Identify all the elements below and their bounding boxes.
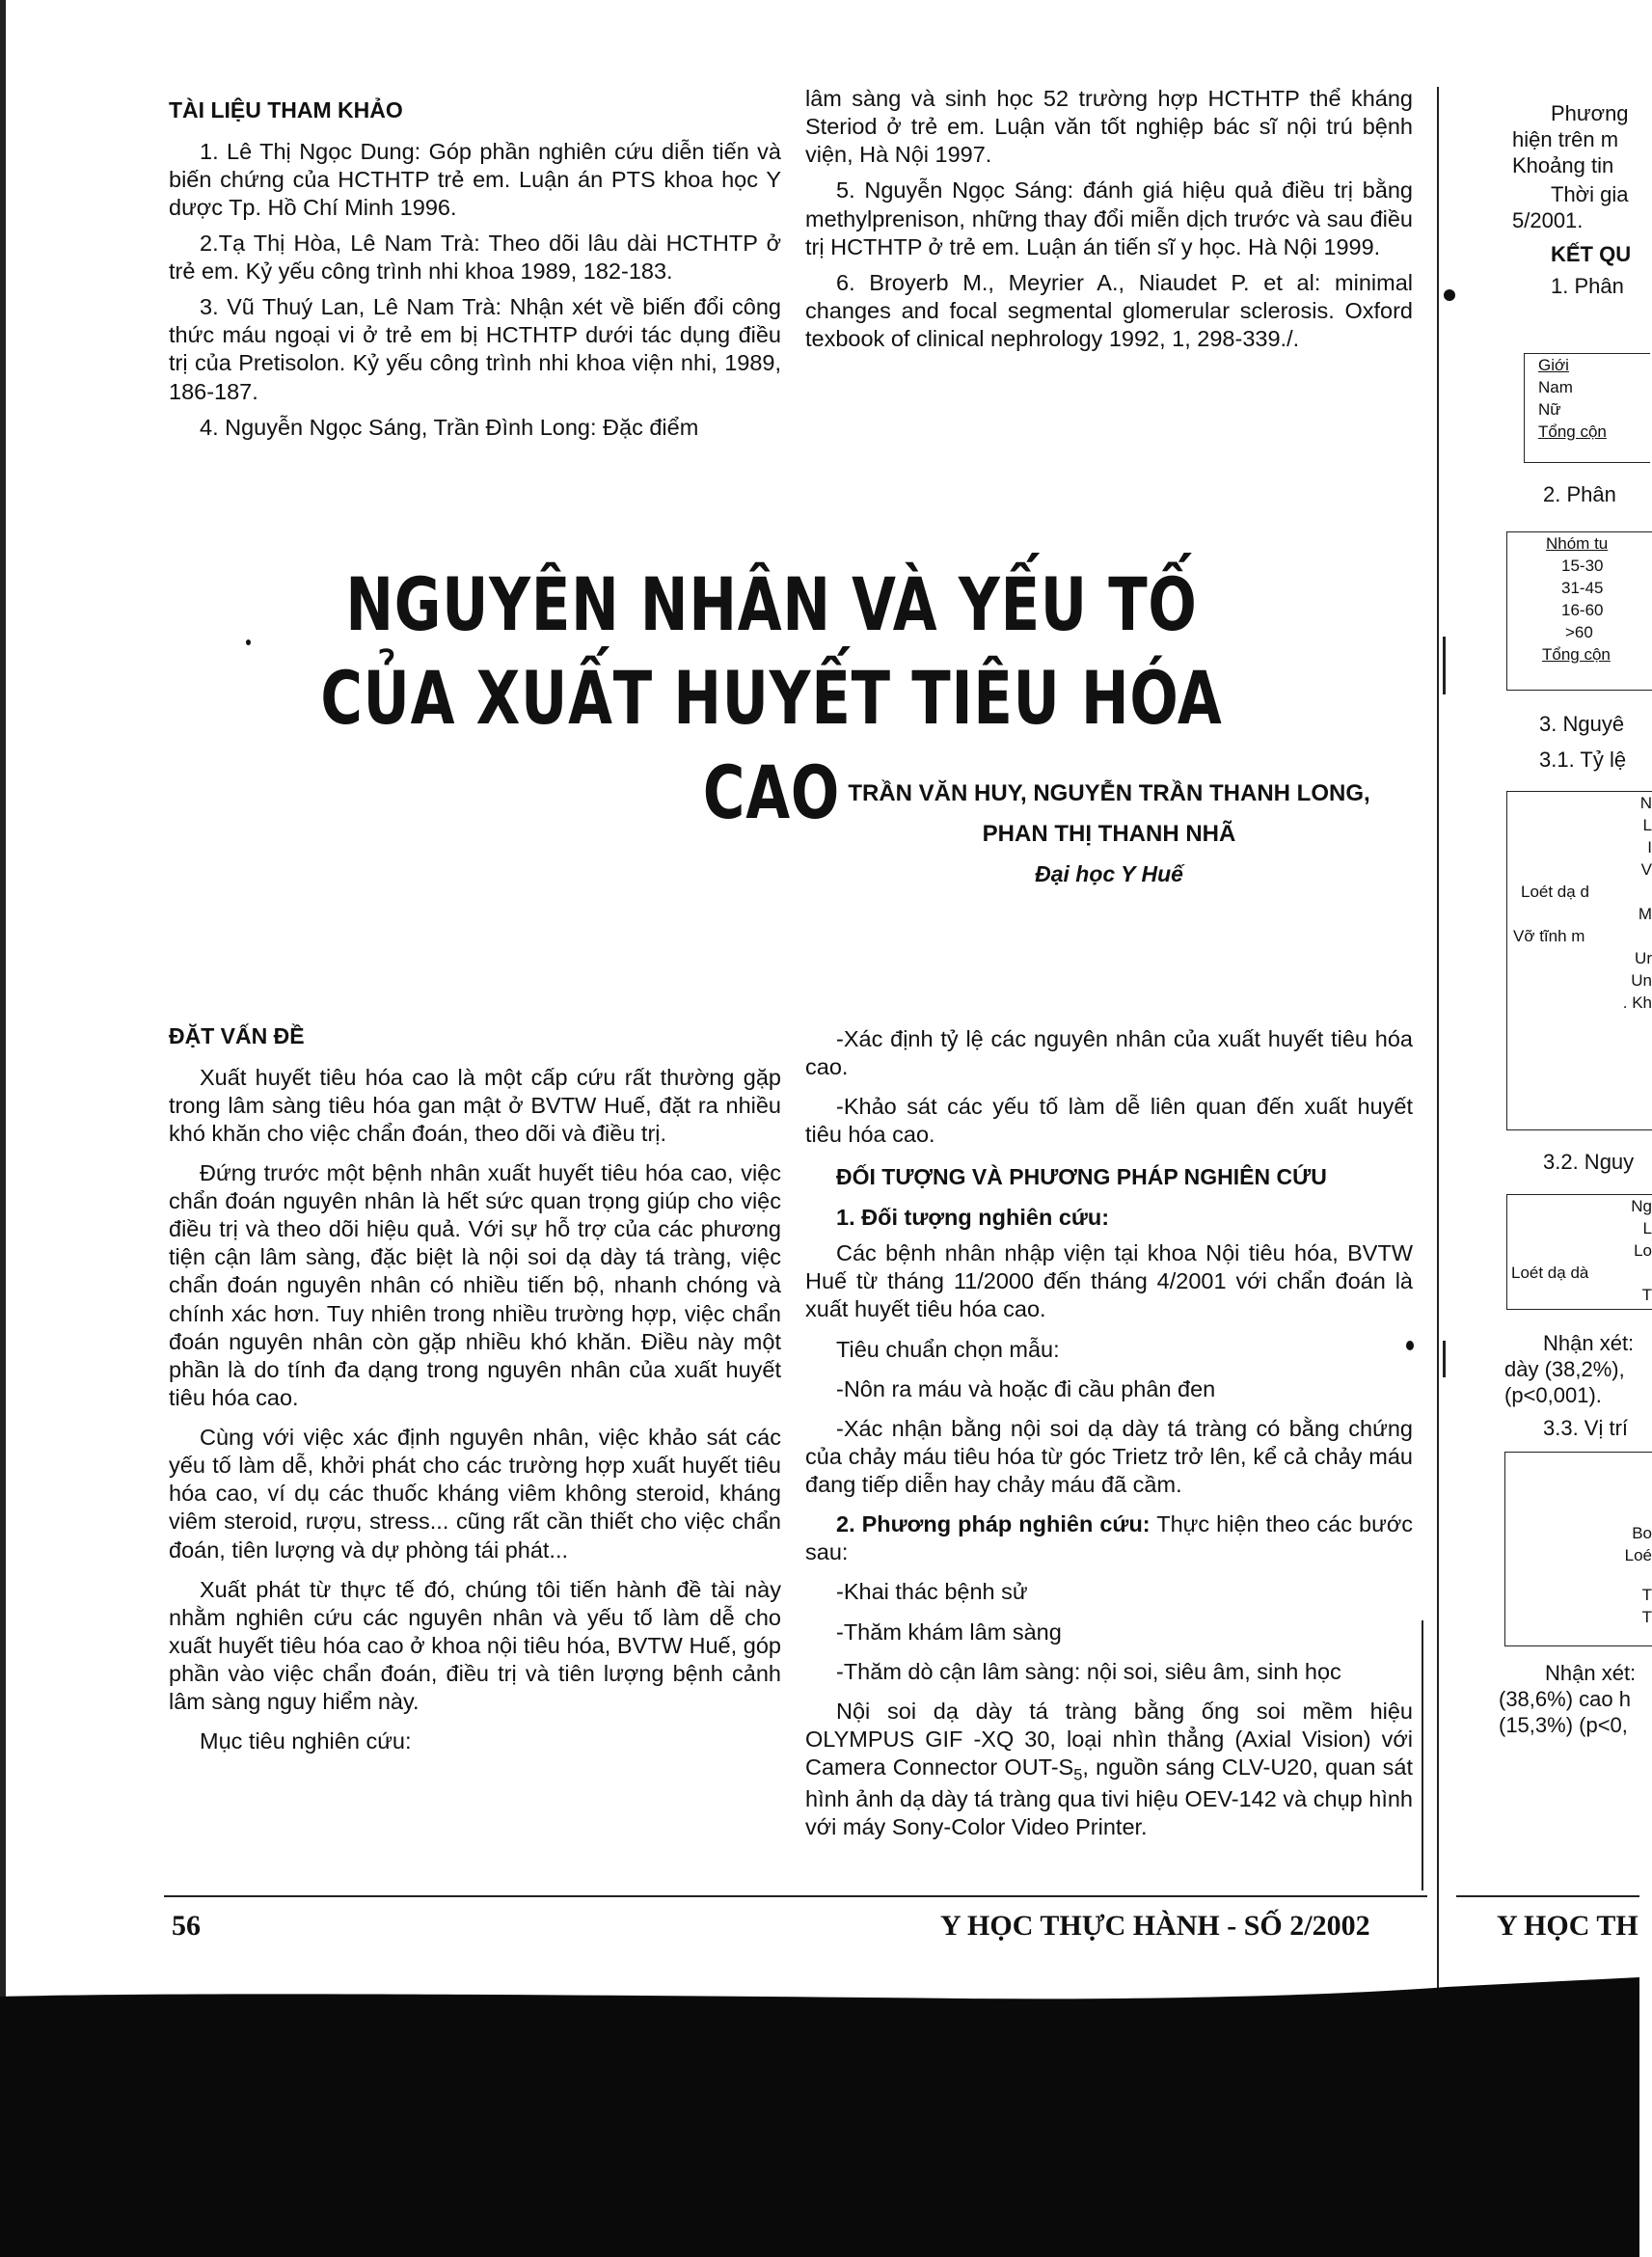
- endoscopy-paragraph: [805, 1698, 1413, 1842]
- authors-line-1: TRẦN VĂN HUY, NGUYỄN TRẦN THANH LONG,: [848, 780, 1370, 806]
- table-cell: L: [1642, 1218, 1652, 1237]
- table-cell: Tổng cộn: [1542, 644, 1611, 664]
- fragment-line: (p<0,001).: [1504, 1382, 1602, 1407]
- fragment-line: Nhận xét:: [1543, 1331, 1635, 1355]
- methods-subheading-2-text: Thực hiện theo các bước sau:: [805, 1511, 1413, 1565]
- journal-name: Y HỌC THỰC HÀNH - SỐ 2/2002: [940, 1910, 1370, 1942]
- table-cell: L: [1642, 815, 1652, 834]
- table-cell: V: [1640, 859, 1652, 879]
- table-cell: Loé: [1624, 1545, 1652, 1564]
- references-right-column: [805, 85, 1413, 361]
- fragment-notes-2: [1499, 1661, 1649, 1738]
- scan-speck: [246, 639, 251, 645]
- fragment-notes-1: [1504, 1331, 1649, 1442]
- body-paragraph: Mục tiêu nghiên cứu:: [200, 1728, 412, 1754]
- scan-speck: [1406, 1341, 1414, 1350]
- table-cell: >60: [1565, 622, 1593, 641]
- fragment-line: 3.2. Nguy: [1543, 1150, 1635, 1174]
- methods-column: [805, 1025, 1413, 1853]
- reference-item: 5. Nguyễn Ngọc Sáng: đánh giá hiệu quả điều trị bằng methylprenison, những thay đổi miễn dịch trước và sau điều trị HCTHTP ở trẻ em. Luận án tiến sĩ y học. Hà Nội 1999.: [805, 177, 1413, 259]
- table-cell: 31-45: [1561, 578, 1604, 597]
- fragment-line: (38,6%) cao h: [1499, 1686, 1631, 1711]
- reference-item: lâm sàng và sinh học 52 trường hợp HCTHTP thể kháng Steriod ở trẻ em. Luận văn tốt nghiệp bác sĩ nội trú bệnh viện, Hà Nội 1997.: [805, 86, 1413, 168]
- references-left-column: [169, 96, 781, 449]
- fragment-line: Khoảng tin: [1512, 152, 1614, 177]
- fragment-table-age: [1506, 531, 1652, 691]
- endoscopy-text-b: , nguồn sáng CLV-U20, quan sát hình ảnh dạ dày tá tràng qua tivi hiệu OEV-142 và chụp hình với máy Sony-Color Video Printer.: [805, 1754, 1414, 1840]
- fragment-line: 3.3. Vị trí: [1543, 1416, 1629, 1441]
- fragment-line-block: [1543, 1150, 1649, 1176]
- table-cell: T: [1641, 1285, 1652, 1304]
- reference-item: 4. Nguyễn Ngọc Sáng, Trần Đình Long: Đặc điểm: [200, 414, 699, 440]
- fragment-line: 3.1. Tỷ lệ: [1539, 747, 1627, 772]
- fragment-line-block: [1539, 712, 1649, 774]
- fragment-line: Thời gia: [1551, 182, 1629, 207]
- fragment-line: (15,3%) (p<0,: [1499, 1712, 1628, 1737]
- step-item: -Thăm khám lâm sàng: [836, 1618, 1062, 1645]
- footer-rule: [164, 1895, 1427, 1897]
- criteria-item: -Xác nhận bằng nội soi dạ dày tá tràng có bằng chứng của chảy máu tiêu hóa từ góc Trietz trở lên, kể cả chảy máu đang tiếp diễn hay chảy máu đã cầm.: [805, 1415, 1413, 1498]
- table-cell: Nhóm tu: [1546, 533, 1609, 553]
- objective-item: -Xác định tỷ lệ các nguyên nhân của xuất huyết tiêu hóa cao.: [805, 1026, 1413, 1080]
- table-cell: Bo: [1632, 1523, 1652, 1542]
- body-paragraph: Cùng với việc xác định nguyên nhân, việc khảo sát các yếu tố làm dễ, khởi phát cho các trường hợp xuất huyết tiêu hóa cao, ví dụ các thuốc kháng viêm không steroid, kháng viêm steroid, rượu, stress... cũng rất cần thiết cho việc chẩn đoán, tiên lượng và dự phòng tái phát...: [169, 1425, 781, 1563]
- body-paragraph: Xuất phát từ thực tế đó, chúng tôi tiến hành đề tài này nhằm nghiên cứu các nguyên nhân và yếu tố làm dễ cho xuất huyết tiêu hóa cao ở khoa nội tiêu hóa, BVTW Huế, góp phần vào việc chẩn đoán, điều trị và tiên lượng bệnh cảnh lâm sàng nguy hiểm này.: [169, 1576, 781, 1715]
- table-cell: Tổng cộn: [1538, 421, 1607, 441]
- affiliation: Đại học Y Huế: [1035, 861, 1183, 886]
- endoscopy-text-a: Nội soi dạ dày tá tràng bằng ống soi mềm hiệu OLYMPUS GIF -XQ 30, loại nhìn thẳng (Axial Vision) với Camera Connector OUT-S: [805, 1698, 1413, 1781]
- table-cell: 16-60: [1561, 600, 1604, 619]
- scan-edge-bottom: [0, 1939, 1639, 2016]
- fragment-line: 5/2001.: [1512, 208, 1584, 233]
- reference-item: 1. Lê Thị Ngọc Dung: Góp phần nghiên cứu diễn tiến và biến chứng của HCTHTP trẻ em. Luận án PTS khoa học Y dược Tp. Hồ Chí Minh 1996.: [169, 138, 781, 220]
- table-cell: Loét dạ d: [1521, 882, 1589, 901]
- fragment-table-sex: [1524, 353, 1650, 463]
- table-cell: T: [1641, 1585, 1652, 1604]
- table-cell: Giới: [1538, 355, 1569, 374]
- criteria-item: -Nôn ra máu và hoặc đi cầu phân đen: [836, 1375, 1216, 1401]
- body-paragraph: Các bệnh nhân nhập viện tại khoa Nội tiêu hóa, BVTW Huế từ tháng 11/2000 đến tháng 4/2001 với chẩn đoán là xuất huyết tiêu hóa cao.: [805, 1240, 1413, 1322]
- table-cell: Loét dạ dà: [1511, 1263, 1589, 1282]
- table-cell: Nam: [1538, 377, 1573, 396]
- intro-heading: ĐẶT VẤN ĐỀ: [169, 1023, 305, 1048]
- table-cell: Vỡ tĩnh m: [1513, 926, 1585, 945]
- fragment-line: dày (38,2%),: [1504, 1356, 1625, 1381]
- fragment-line: 2. Phân: [1543, 482, 1616, 506]
- author-block: [805, 774, 1413, 893]
- fragment-heading: KẾT QU: [1551, 242, 1632, 267]
- adjacent-page-fragment: [1512, 101, 1647, 300]
- endoscopy-subscript: 5: [1073, 1766, 1083, 1784]
- authors-line-2: PHAN THỊ THANH NHÃ: [982, 821, 1236, 847]
- table-cell: 15-30: [1561, 556, 1604, 575]
- reference-item: 3. Vũ Thuý Lan, Lê Nam Trà: Nhận xét về biến đổi công thức máu ngoại vi ở trẻ em bị HCTHTP dưới tác dụng điều trị của Pretisolon. Kỷ yếu công trình nhi khoa viện nhi, 1989, 186-187.: [169, 294, 781, 404]
- references-heading: TÀI LIỆU THAM KHẢO: [169, 97, 403, 122]
- gutter-mark: [1443, 637, 1446, 694]
- body-paragraph: Xuất huyết tiêu hóa cao là một cấp cứu rất thường gặp trong lâm sàng tiêu hóa gan mật ở BVTW Huế, đặt ra nhiều khó khăn cho việc chẩn đoán, theo dõi và điều trị.: [169, 1064, 781, 1146]
- table-cell: Ur: [1635, 948, 1652, 967]
- body-paragraph: Đứng trước một bệnh nhân xuất huyết tiêu hóa cao, việc chẩn đoán nguyên nhân là hết sức quan trọng giúp cho việc điều trị và theo dõi hiệu quả. Với sự hỗ trợ của các phương tiện cận lâm sàng, đặc biệt là nội soi dạ dày tá tràng, việc chẩn đoán nguyên nhân có nhiều tiến bộ, nhanh chóng và chính xác hơn. Tuy nhiên trong nhiều trường hợp, việc chẩn đoán nguyên nhân còn gặp nhiều khó khăn. Điều này một phần là do tính đa dạng trong nguyên nhân của xuất huyết tiêu hóa cao.: [169, 1159, 781, 1410]
- reference-item: 2.Tạ Thị Hòa, Lê Nam Trà: Theo dõi lâu dài HCTHTP ở trẻ em. Kỷ yếu công trình nhi khoa 1989, 182-183.: [169, 230, 781, 285]
- intro-column: [169, 1022, 781, 1767]
- table-cell: I: [1647, 837, 1652, 857]
- fragment-table-causes: [1506, 791, 1652, 1130]
- scan-edge-left: [0, 0, 6, 2257]
- step-item: -Khai thác bệnh sử: [836, 1579, 1028, 1605]
- gutter-mark: [1443, 1341, 1446, 1377]
- table-cell: Lo: [1634, 1240, 1652, 1260]
- fragment-line-block: [1543, 482, 1649, 508]
- methods-subheading-2: 2. Phương pháp nghiên cứu:: [836, 1511, 1151, 1537]
- step-item: -Thăm dò cận lâm sàng: nội soi, siêu âm, sinh học: [836, 1658, 1341, 1684]
- fragment-line: 3. Nguyê: [1539, 712, 1625, 736]
- table-cell: . Kh: [1622, 993, 1652, 1012]
- methods-paragraph-2: [805, 1510, 1413, 1566]
- column-mark-line: [1422, 1620, 1423, 1890]
- table-cell: T: [1641, 1607, 1652, 1626]
- methods-heading: ĐỐI TƯỢNG VÀ PHƯƠNG PHÁP NGHIÊN CỨU: [836, 1163, 1327, 1189]
- article-title-line-2: CỦA XUẤT HUYẾT TIÊU HÓA CAO: [320, 655, 1223, 835]
- table-cell: M: [1638, 904, 1652, 923]
- criteria-label: Tiêu chuẩn chọn mẫu:: [836, 1336, 1060, 1362]
- methods-subheading-1: 1. Đối tượng nghiên cứu:: [836, 1205, 1110, 1231]
- table-cell: Un: [1631, 970, 1652, 990]
- objective-item: -Khảo sát các yếu tố làm dễ liên quan đến xuất huyết tiêu hóa cao.: [805, 1094, 1413, 1148]
- footer-rule-right: [1456, 1895, 1639, 1897]
- table-cell: Ng: [1631, 1196, 1652, 1215]
- fragment-line: Phương: [1551, 101, 1629, 125]
- article-title-line-1: NGUYÊN NHÂN VÀ YẾU TỐ: [345, 561, 1198, 647]
- fragment-line: hiện trên m: [1512, 126, 1619, 151]
- fragment-line: Nhận xét:: [1545, 1661, 1637, 1685]
- table-cell: N: [1639, 793, 1652, 812]
- fragment-table-location: [1504, 1452, 1652, 1646]
- table-cell: Nữ: [1538, 399, 1561, 419]
- scan-shadow: [0, 2001, 1639, 2257]
- page-gutter-line: [1437, 87, 1439, 2006]
- reference-item: 6. Broyerb M., Meyrier A., Niaudet P. et al: minimal changes and focal segmental glomerular sclerosis. Oxford texbook of clinical nephrology 1992, 1, 298-339./.: [805, 269, 1413, 351]
- fragment-line: 1. Phân: [1551, 273, 1624, 298]
- journal-name-right: Y HỌC TH: [1497, 1910, 1638, 1942]
- fragment-table-ulcer: [1506, 1194, 1652, 1310]
- page-number: 56: [172, 1910, 201, 1942]
- scan-speck: [1444, 289, 1455, 301]
